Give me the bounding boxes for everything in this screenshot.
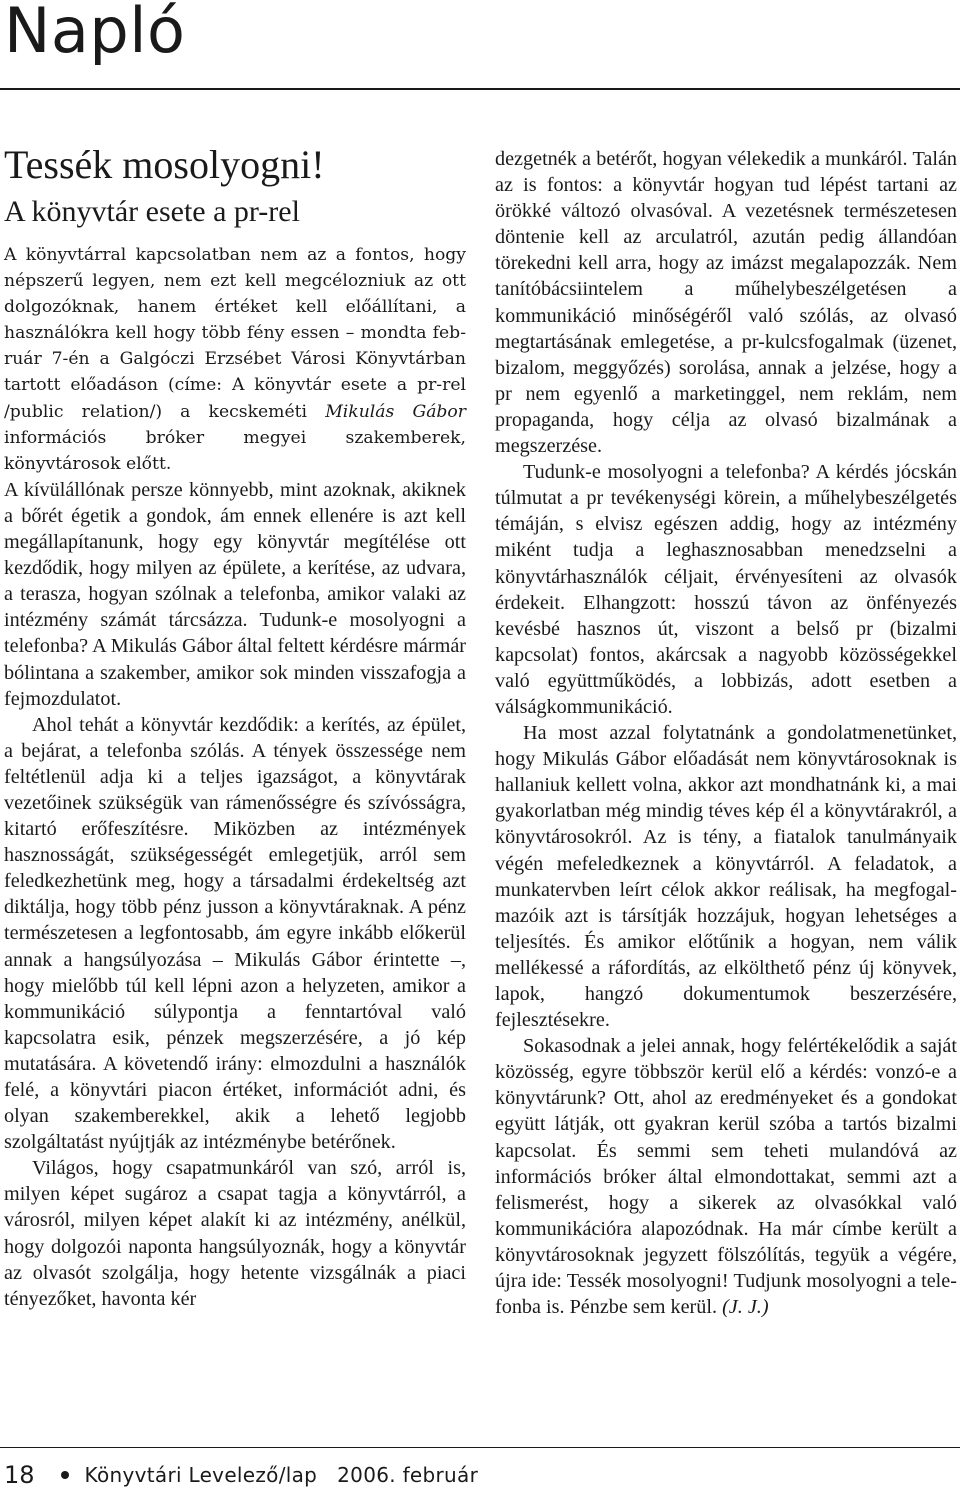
bullet-icon bbox=[61, 1471, 69, 1479]
body-paragraph: Ahol tehát a könyvtár kezdődik: a kerítés, az épület, a bejárat, a telefonba szólás. A tények összessége nem feltétlenül adja ki a teljes igazságot, a könyvtárak vezetőinek szükségük van rámenősségre és szívósságra, kitartó erőfeszítésre. Miközben az intézmények hasznosságát, szükségességét emlegetjük, arról sem feledkezhetünk meg, hogy a társadalmi érdekeltség azt diktálja, hogy több pénz jusson a könyvtáraknak. A pénz természetesen a legfontosabb, ám egyre inkább előkerül annak a hangsúlyozása – Mikulás Gábor érintette –, hogy mielőbb túl kell lépni azon a helyzeten, amikor a kommunikáció súlypontja a fenntartóval való kapcsolatra esik, pénzek megszerzésére, a jó kép mutatására. A követendő irány: elmozdulni a használók felé, a könyvtári piacon értéket, információt adni, és olyan szakemberekkel, akik a lehető legjobb szolgáltatást nyújtják az intézménybe betérőnek. bbox=[4, 713, 466, 1154]
article-subtitle: A könyvtár esete a pr-rel bbox=[4, 195, 300, 228]
left-column bbox=[4, 143, 466, 1312]
article-lead bbox=[4, 242, 466, 477]
author-signature: (J. J.) bbox=[722, 1296, 769, 1319]
body-paragraph: Tudunk-e mosolyogni a telefonba? A kérdés jócskán túlmutat a pr tevékenységi körein, a műhelybeszélgetés témáján, s elvisz egészen addig, hogy az intézmény miként tudja a leghasznosabban menedzselni a könyvtárhasználók céljait, érvényesíteni az olvasók érdekeit. Elhangzott: hosszú távon az önfényezés kevésbé hasznos út, viszont a belső pr (bizalmi kapcsolat) fontos, akárcsak a nagyobb közösségekkel való együttműködés, a lobbizás, adott esetben a válságkommunikáció. bbox=[495, 461, 957, 718]
lead-text-start: A könyvtárral kapcsolatban nem az a fontos, hogy népszerű legyen, nem ezt kell megcélozniuk az ott dolgozóknak, hanem értéket kell előállítani, a használókra kell hogy több fény essen – mondta február 7-én a Galgóczi Erzsébet Városi Könyvtárban tartott előadáson (címe: A könyvtár esete a pr-rel /public relation/) a kecskeméti bbox=[4, 245, 466, 422]
lead-paragraph bbox=[4, 242, 466, 477]
body-paragraph: Világos, hogy csapatmunkáról van szó, arról is, milyen képet sugároz a csapat tagja a könyvtárról, a városról, milyen képet alakít ki az intézmény, anélkül, hogy dolgozói naponta hangsúlyoznák, hogy a könyvtár az olvasót szolgálja, hogy hetente vizsgálnák a piaci tényezőket, havonta kér bbox=[4, 1157, 466, 1310]
section-title: Napló bbox=[4, 0, 186, 67]
body-paragraph: Ha most azzal folytatnánk a gondolatmenetünket, hogy Mikulás Gábor előadását nem könyvtárosoknak is hallaniuk kellett volna, akkor azt mondhatnánk ki, a mai gyakorlatban még mindig téves kép él a könyvtárakról, a könyvtárosokról. Az is tény, a fiatalok tanulmányaik végén mefeledkeznek a könyvtárról. A feladatok, a munkatervben leírt célok akkor reálisak, ha megfogalmazóik azt is társítják hozzájuk, hogyan lehetséges a teljesítés. És amikor előtűnik a hogyan, nem válik mellékessé a ráfordítás, az elkölthető pénz új könyvek, lapok, hangzó dokumentumok beszerzésére, fejlesztésekre. bbox=[495, 722, 957, 1032]
journal-name: Könyvtári Levelező/lap bbox=[84, 1463, 318, 1487]
body-paragraph: A kívülállónak persze könnyebb, mint azoknak, akiknek a bőrét égetik a gondok, ám ennek ellenére is azt kell megállapítanunk, hogy egy könyvtár megítélése ott kezdődik, hogy milyen az épülete, a kerítése, az udvara, a terasza, hogyan szólnak a telefonba, amikor valaki az intézmény számát tárcsázza. Tudunk-e mosolyogni a telefonba? A Mikulás Gábor által feltett kérdésre mármár bólintana a szakember, amikor sok minden visszafogja a fejmozdulatot. bbox=[4, 478, 466, 710]
article-title: Tessék mosolyogni! bbox=[4, 142, 325, 187]
speaker-name: Mikulás Gábor bbox=[325, 401, 467, 422]
page-number: 18 bbox=[4, 1461, 35, 1489]
lead-text-end: információs bróker megyei szakemberek, könyvtárosok előtt. bbox=[4, 427, 466, 474]
body-paragraph: dezgetnék a betérőt, hogyan vélekedik a munkáról. Talán az is fontos: a könyvtár hogyan tud lépést tartani az örökké változó olvasóval. A vezetésnek természetesen döntenie kell az arculatról, azután pedig állandóan törekedni kell arra, hogy az imázst megalapozzák. Nem tanítóbácsiintelem a műhelybeszélgetésen a kommunikáció minőségéről való szólás, az olvasó megtartásának emlegetése, a pr-kulcsfogalmak (üzenet, bizalom, meggyőzés) sorolása, annak a jelzése, hogy a pr nem egyenlő a marketinggel, nem reklám, nem propaganda, hogy célja az olvasó bizalmának a megszerzése. bbox=[495, 148, 957, 458]
issue-date: 2006. február bbox=[337, 1463, 479, 1487]
right-column bbox=[495, 146, 957, 1320]
body-paragraph-last bbox=[495, 1033, 957, 1320]
footer-divider bbox=[0, 1447, 960, 1448]
page-footer bbox=[4, 1461, 478, 1489]
header-divider bbox=[0, 88, 960, 90]
footer-spacer bbox=[317, 1463, 337, 1487]
closing-text: Sokasodnak a jelei annak, hogy felértékelődik a saját közösség, egyre többször kerül elő a kérdés: vonzó-e a könyvtárunk? Ott, ahol az eredményeket és a gondokat együtt látják, ott gyakran kerül szóba a tartós bizalmi kapcsolat. És semmi sem teheti mulandóvá az információs bróker által elmondottakat, semmi azt a felismerést, hogy a sikerek az olvasókkal való kommunikációra alapozódnak. Ha már címbe került a könyvtárosoknak jegyzett fölszólítás, tegyük a végére, újra ide: Tessék mosolyogni! Tudjunk mosolyogni a telefonba is. Pénzbe sem kerül. bbox=[495, 1035, 957, 1319]
